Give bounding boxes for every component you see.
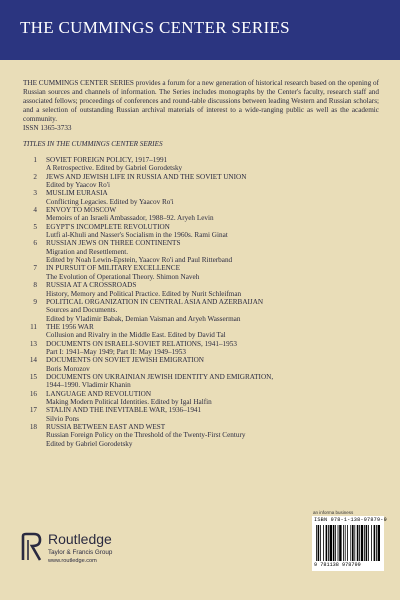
title-name: DOCUMENTS ON ISRAELI-SOVIET RELATIONS, 1941–1953 <box>46 339 237 348</box>
list-item <box>23 340 383 357</box>
title-body <box>46 340 383 357</box>
list-item <box>23 390 383 407</box>
title-body <box>46 239 383 264</box>
title-subtitle: Conflicting Legacies. Edited by Yaacov Ro'i <box>46 197 174 206</box>
title-subtitle: History, Memory and Political Practice. Edited by Nurit Schleifman <box>46 289 242 298</box>
title-number: 3 <box>33 189 37 198</box>
title-subtitle: Migration and Resettlement. <box>46 247 129 256</box>
title-number: 2 <box>33 172 37 181</box>
title-subtitle: Boris Morozov <box>46 364 90 373</box>
title-name: RUSSIA AT A CROSSROADS <box>46 281 137 290</box>
list-item <box>23 406 383 423</box>
title-name: DOCUMENTS ON SOVIET JEWISH EMIGRATION <box>46 356 204 365</box>
title-subtitle: Russian Foreign Policy on the Threshold of the Twenty-First Century <box>46 431 246 440</box>
title-number: 17 <box>29 406 37 415</box>
issn: ISSN 1365-3733 <box>23 124 72 132</box>
title-number: 7 <box>33 264 37 273</box>
list-item <box>23 264 383 281</box>
list-item <box>23 189 383 206</box>
publisher-url: www.routledge.com <box>48 558 97 564</box>
title-body <box>46 281 383 298</box>
title-subtitle: Edited by Vladimir Babak, Demian Vaisman and Aryeh Wasserman <box>46 314 241 323</box>
title-subtitle: Collusion and Rivalry in the Middle East. Edited by David Tal <box>46 331 226 340</box>
title-name: MUSLIM EURASIA <box>46 189 108 198</box>
barcode <box>312 516 387 571</box>
title-name: LANGUAGE AND REVOLUTION <box>46 389 152 398</box>
title-body <box>46 423 383 448</box>
title-body <box>46 323 383 340</box>
routledge-logo-icon <box>20 532 42 562</box>
title-body <box>46 298 383 323</box>
title-body <box>46 156 383 173</box>
title-subtitle: Memoirs of an Israeli Ambassador, 1988–92. Aryeh Levin <box>46 214 214 223</box>
title-subtitle: Part I: 1941–May 1949; Part II: May 1949–1953 <box>46 347 186 356</box>
barcode-bars <box>316 525 380 561</box>
title-subtitle: Edited by Gabriel Gorodetsky <box>46 439 133 448</box>
title-name: RUSSIAN JEWS ON THREE CONTINENTS <box>46 239 181 248</box>
title-name: RUSSIA BETWEEN EAST AND WEST <box>46 423 166 431</box>
list-item <box>23 173 383 190</box>
title-number: 11 <box>30 322 37 331</box>
title-name: JEWS AND JEWISH LIFE IN RUSSIA AND THE SOVIET UNION <box>46 172 247 181</box>
list-item <box>23 323 383 340</box>
title-body <box>46 173 383 190</box>
series-title: THE CUMMINGS CENTER SERIES <box>20 18 290 37</box>
list-item <box>23 373 383 390</box>
title-number: 13 <box>29 339 37 348</box>
title-number: 8 <box>33 281 37 290</box>
list-item <box>23 356 383 373</box>
title-number: 18 <box>29 423 37 431</box>
publisher-group: Taylor & Francis Group <box>48 549 113 556</box>
title-name: ENVOY TO MOSCOW <box>46 206 117 215</box>
title-name: EGYPT'S INCOMPLETE REVOLUTION <box>46 222 170 231</box>
title-body <box>46 406 383 423</box>
publisher-name: Routledge <box>48 531 112 547</box>
list-item <box>23 206 383 223</box>
titles-heading: TITLES IN THE CUMMINGS CENTER SERIES <box>23 140 163 148</box>
title-subtitle: Lutfi al-Khuli and Nasser's Socialism in the 1960s. Rami Ginat <box>46 231 228 240</box>
title-number: 15 <box>29 372 37 381</box>
isbn-label: ISBN 978-1-138-97879-9 <box>314 517 387 523</box>
title-name: STALIN AND THE INEVITABLE WAR, 1936–1941 <box>46 406 202 415</box>
list-item <box>23 156 383 173</box>
title-body <box>46 206 383 223</box>
title-body <box>46 189 383 206</box>
title-body <box>46 390 383 407</box>
title-subtitle: The Evolution of Operational Theory. Shimon Naveh <box>46 272 200 281</box>
title-body <box>46 264 383 281</box>
title-subtitle: Silvio Pons <box>46 414 79 423</box>
title-name: THE 1956 WAR <box>46 322 94 331</box>
title-subtitle: 1944–1990. Vladimir Khanin <box>46 381 131 390</box>
header-band <box>0 0 400 60</box>
barcode-digits: 9 781138 978799 <box>314 562 361 568</box>
title-subtitle: Making Modern Political Identities. Edited by Igal Halfin <box>46 397 212 406</box>
title-number: 1 <box>33 156 37 164</box>
series-description: THE CUMMINGS CENTER SERIES provides a forum for a new generation of historical research based on the opening of Russian sources and channels of information. The Series includes monographs by the Center's faculty, research staff and associated fellows; proceedings of conferences and round-table discussions between leading Western and Russian scholars; and a selection of outstanding Russian archival materials of interest to a wide-ranging public as well as the academic community. <box>23 79 379 124</box>
title-body <box>46 373 383 390</box>
list-item <box>23 281 383 298</box>
title-subtitle: Sources and Documents. <box>46 306 118 315</box>
title-name: POLITICAL ORGANIZATION IN CENTRAL ASIA AND AZERBAIJAN <box>46 297 264 306</box>
title-name: SOVIET FOREIGN POLICY, 1917–1991 <box>46 156 168 164</box>
title-name: IN PURSUIT OF MILITARY EXCELLENCE <box>46 264 180 273</box>
title-body <box>46 223 383 240</box>
list-item <box>23 423 383 448</box>
title-body <box>46 356 383 373</box>
list-item <box>23 239 383 264</box>
informa-tagline: an informa business <box>313 510 354 515</box>
title-subtitle: Edited by Yaacov Ro'i <box>46 181 110 190</box>
title-name: DOCUMENTS ON UKRAINIAN JEWISH IDENTITY AND EMIGRATION, <box>46 372 274 381</box>
title-number: 9 <box>33 297 37 306</box>
title-number: 14 <box>29 356 37 365</box>
titles-list <box>23 156 383 448</box>
title-number: 6 <box>33 239 37 248</box>
title-number: 4 <box>33 206 37 215</box>
list-item <box>23 298 383 323</box>
title-number: 16 <box>29 389 37 398</box>
list-item <box>23 223 383 240</box>
title-subtitle: A Retrospective. Edited by Gabriel Gorodetsky <box>46 164 183 173</box>
title-number: 5 <box>33 222 37 231</box>
title-subtitle: Edited by Noah Lewin-Epstein, Yaacov Ro'i and Paul Ritterband <box>46 256 233 265</box>
